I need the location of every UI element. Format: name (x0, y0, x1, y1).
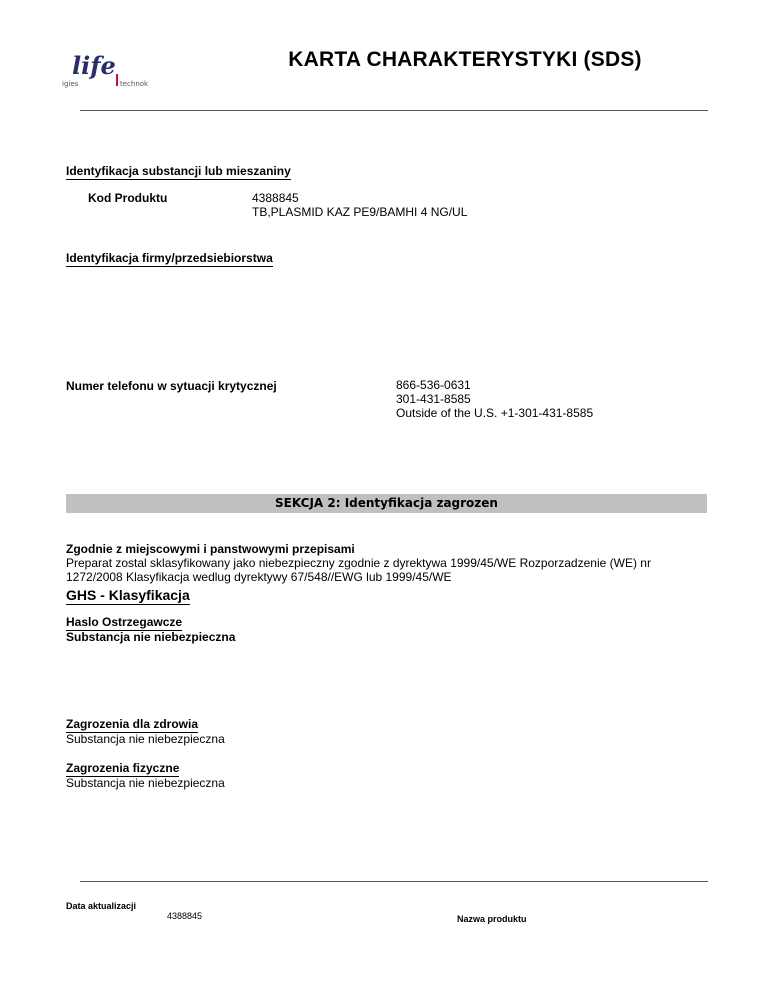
physical-hazards-heading (66, 761, 179, 777)
emergency-phone-2: 301-431-8585 (396, 392, 471, 406)
footer-product-code: 4388845 (167, 911, 203, 921)
logo-word-life: life (72, 51, 116, 80)
logo-word-technok: technok (120, 80, 149, 88)
signal-word-heading: Haslo Ostrzegawcze (66, 615, 183, 629)
physical-hazards-heading-text: Zagrozenia fizyczne (66, 761, 180, 775)
revision-date-label: Data aktualizacji (66, 901, 137, 911)
health-hazards-heading (66, 717, 198, 733)
health-hazards-heading-text: Zagrozenia dla zdrowia (66, 717, 199, 731)
regulation-text-line-1: Preparat zostal sklasyfikowany jako niebezpieczny zgodnie z dyrektywa 1999/45/WE Rozporzadzenie (WE) nr (66, 556, 651, 570)
product-code-label: Kod Produktu (88, 191, 168, 205)
footer-divider (80, 881, 708, 882)
emergency-phone-3: Outside of the U.S. +1-301-431-8585 (396, 406, 594, 420)
company-logo (62, 46, 162, 96)
header-divider (80, 110, 708, 111)
section-2-title: SEKCJA 2: Identyfikacja zagrozen (275, 496, 498, 510)
regulation-heading: Zgodnie z miejscowymi i panstwowymi przepisami (66, 542, 355, 556)
logo-word-igies: igies (62, 80, 79, 88)
emergency-phone-1: 866-536-0631 (396, 378, 471, 392)
product-code-value: 4388845 (252, 191, 299, 205)
signal-word-value: Substancja nie niebezpieczna (66, 630, 236, 644)
footer-product-name-label: Nazwa produktu (457, 914, 527, 924)
document-title: KARTA CHARAKTERYSTYKI (SDS) (288, 48, 642, 71)
regulation-text-line-2: 1272/2008 Klasyfikacja wedlug dyrektywy 67/548//EWG lub 1999/45/WE (66, 570, 452, 584)
identification-heading: Identyfikacja substancji lub mieszaniny (66, 164, 291, 178)
health-hazards-value: Substancja nie niebezpieczna (66, 732, 225, 746)
product-name-value: TB,PLASMID KAZ PE9/BAMHI 4 NG/UL (252, 205, 468, 219)
company-identification-heading: Identyfikacja firmy/przedsiebiorstwa (66, 251, 273, 265)
section-2-header-band (66, 494, 707, 513)
ghs-classification-heading: GHS - Klasyfikacja (66, 587, 190, 603)
emergency-phone-label: Numer telefonu w sytuacji krytycznej (66, 379, 277, 393)
physical-hazards-value: Substancja nie niebezpieczna (66, 776, 225, 790)
